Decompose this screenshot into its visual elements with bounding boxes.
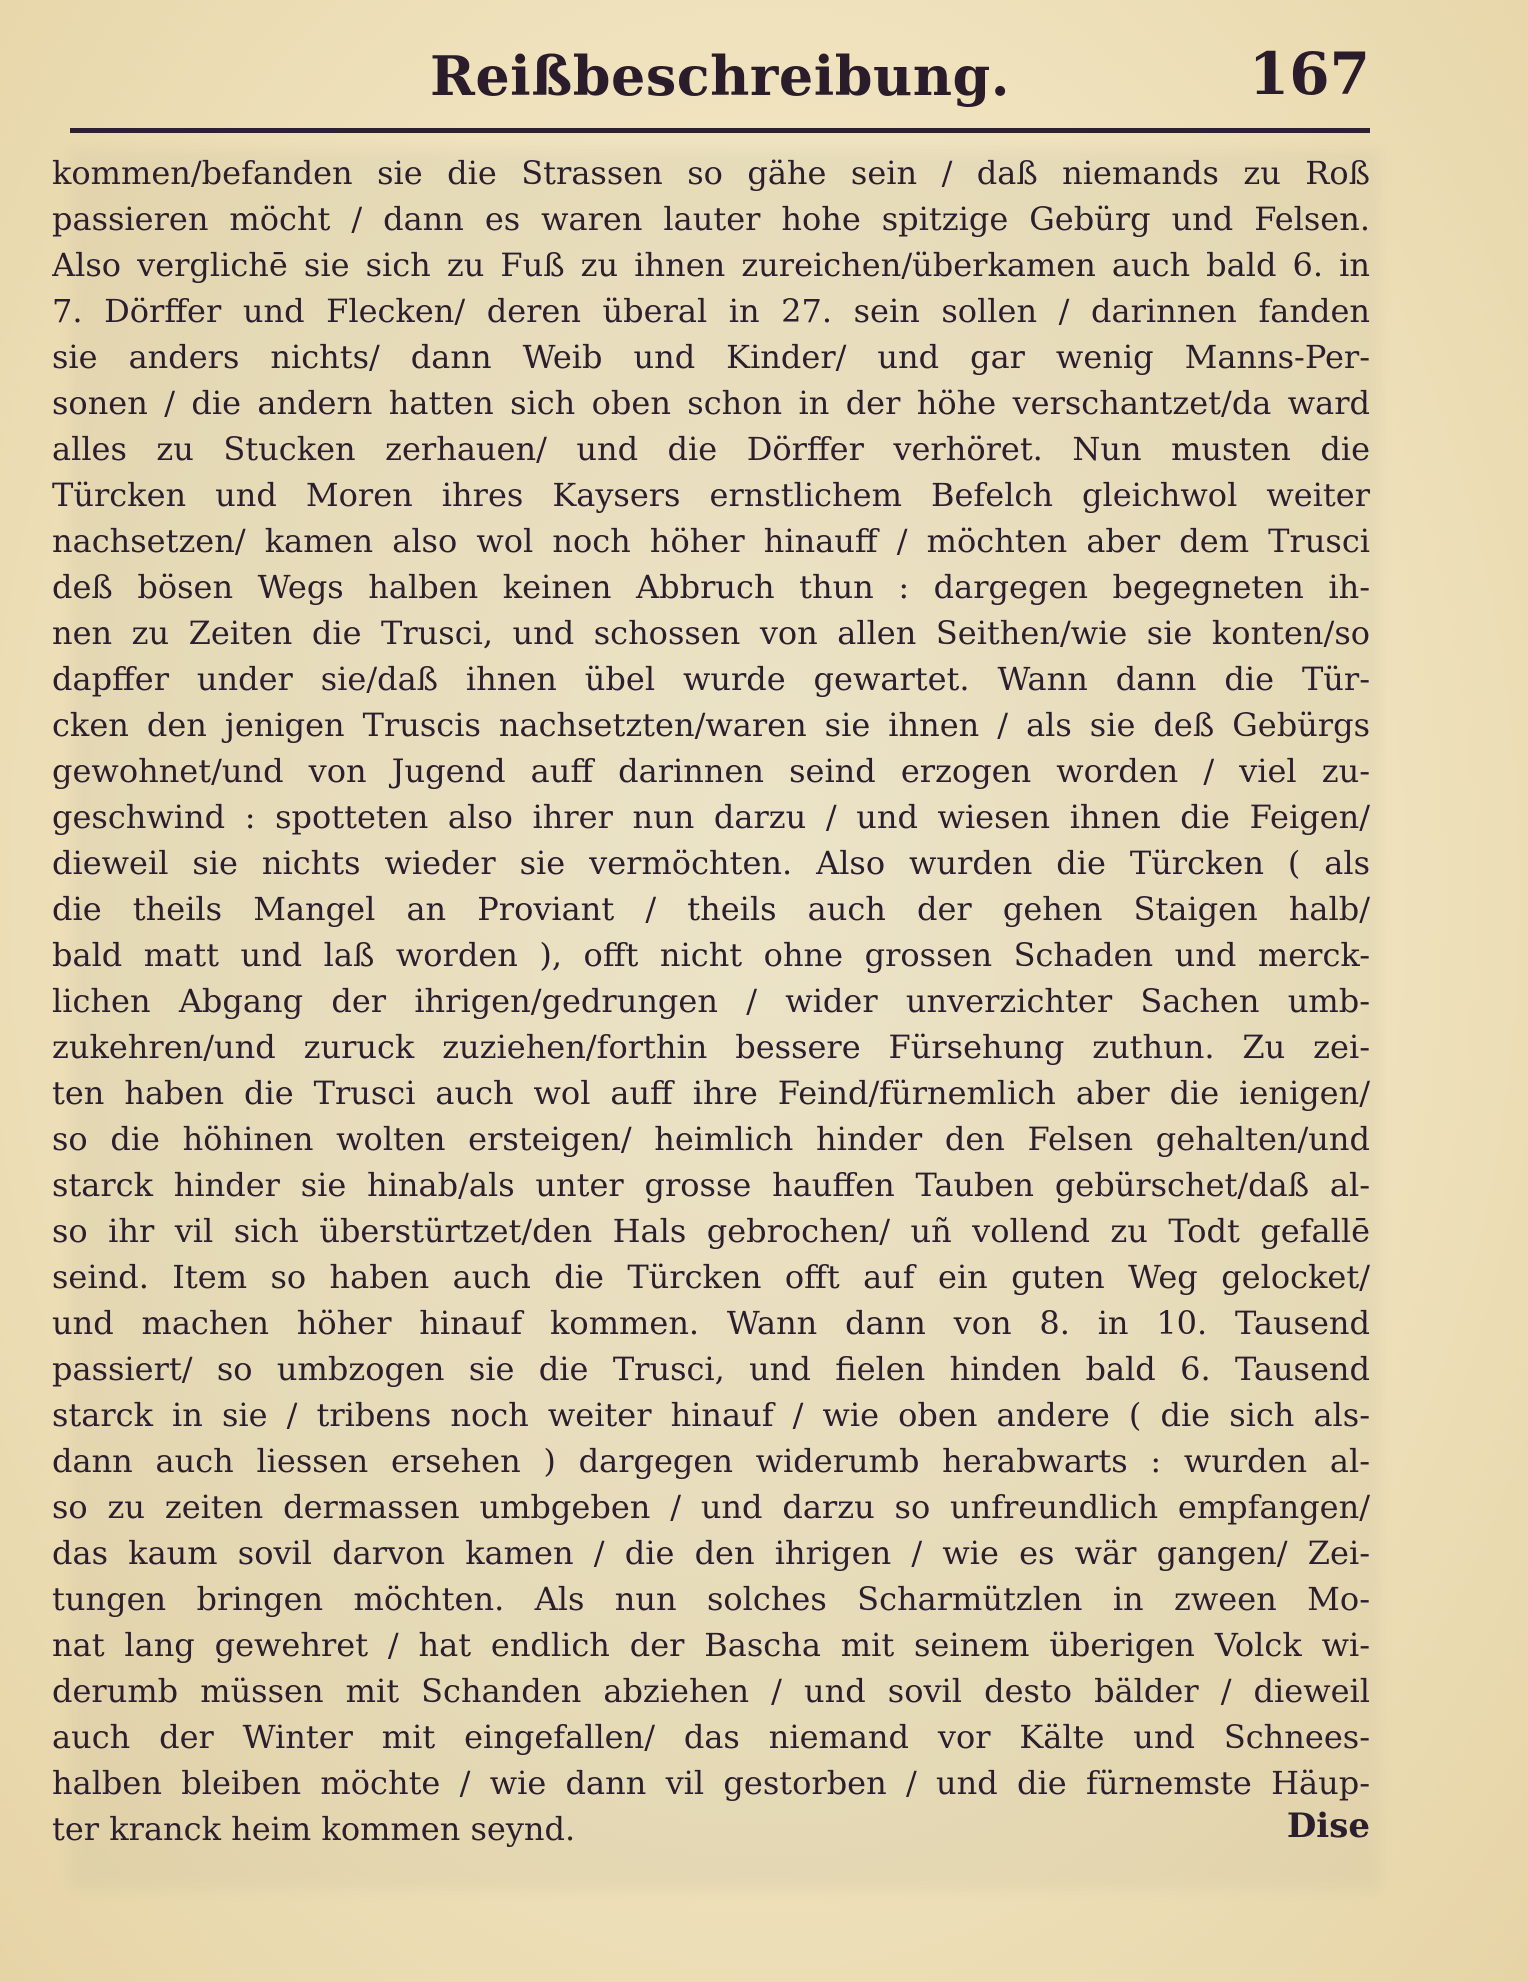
text-line: lichen Abgang der ihrigen/gedrungen / wider unverzichter Sachen umb-: [52, 982, 1370, 1020]
text-line: gewohnet/und von Jugend auff darinnen seind erzogen worden / viel zu-: [52, 752, 1370, 790]
text-line: ter kranck heim kommen seynd.: [52, 1810, 576, 1848]
text-line: die theils Mangel an Proviant / theils auch der gehen Staigen halb/: [52, 890, 1370, 928]
text-line: seind. Item so haben auch die Türcken offt auf ein guten Weg gelocket/: [52, 1258, 1370, 1296]
text-line: und machen höher hinauf kommen. Wann dann von 8. in 10. Tausend: [52, 1304, 1370, 1342]
page-header: [70, 40, 1370, 120]
text-line: nachsetzen/ kamen also wol noch höher hinauff / möchten aber dem Trusci: [52, 522, 1370, 560]
text-line: sie anders nichts/ dann Weib und Kinder/ und gar wenig Manns-Per-: [52, 338, 1370, 376]
text-line: dann auch liessen ersehen ) dargegen widerumb herabwarts : wurden al-: [52, 1442, 1370, 1480]
page-number: 167: [1248, 40, 1370, 108]
text-line: so die höhinen wolten ersteigen/ heimlich hinder den Felsen gehalten/und: [52, 1120, 1370, 1158]
text-line: cken den jenigen Truscis nachsetzten/waren sie ihnen / als sie deß Gebürgs: [52, 706, 1370, 744]
text-line: alles zu Stucken zerhauen/ und die Dörffer verhöret. Nun musten die: [52, 430, 1370, 468]
text-line: tungen bringen möchten. Als nun solches Scharmützlen in zween Mo-: [52, 1580, 1370, 1618]
text-line: 7. Dörffer und Flecken/ deren überal in 27. sein sollen / darinnen fanden: [52, 292, 1370, 330]
header-rule: [70, 128, 1370, 133]
body-text: [52, 150, 1370, 1900]
text-line: derumb müssen mit Schanden abziehen / und sovil desto bälder / dieweil: [52, 1672, 1370, 1710]
catchword: Dise: [1286, 1806, 1370, 1846]
text-line: kommen/befanden sie die Strassen so gähe sein / daß niemands zu Roß: [52, 154, 1370, 192]
text-line: geschwind : spotteten also ihrer nun darzu / und wiesen ihnen die Feigen/: [52, 798, 1370, 836]
text-line: starck hinder sie hinab/als unter grosse hauffen Tauben gebürschet/daß al-: [52, 1166, 1370, 1204]
text-line: Türcken und Moren ihres Kaysers ernstlichem Befelch gleichwol weiter: [52, 476, 1370, 514]
running-head: Reißbeschreibung.: [429, 44, 1011, 108]
text-line: auch der Winter mit eingefallen/ das niemand vor Kälte und Schnees-: [52, 1718, 1370, 1756]
text-line: nen zu Zeiten die Trusci, und schossen von allen Seithen/wie sie konten/so: [52, 614, 1370, 652]
text-line: Also verglichē sie sich zu Fuß zu ihnen zureichen/überkamen auch bald 6. in: [52, 246, 1370, 284]
text-line: sonen / die andern hatten sich oben schon in der höhe verschantzet/da ward: [52, 384, 1370, 422]
text-line: dapffer under sie/daß ihnen übel wurde gewartet. Wann dann die Tür-: [52, 660, 1370, 698]
text-line: halben bleiben möchte / wie dann vil gestorben / und die fürnemste Häup-: [52, 1764, 1370, 1802]
text-line: nat lang gewehret / hat endlich der Bascha mit seinem überigen Volck wi-: [52, 1626, 1370, 1664]
text-line: ten haben die Trusci auch wol auff ihre Feind/fürnemlich aber die ienigen/: [52, 1074, 1370, 1112]
text-line: so ihr vil sich überstürtzet/den Hals gebrochen/ uñ vollend zu Todt gefallē: [52, 1212, 1370, 1250]
text-line: passieren möcht / dann es waren lauter hohe spitzige Gebürg und Felsen.: [52, 200, 1370, 238]
text-line: bald matt und laß worden ), offt nicht ohne grossen Schaden und merck-: [52, 936, 1370, 974]
text-line: so zu zeiten dermassen umbgeben / und darzu so unfreundlich empfangen/: [52, 1488, 1370, 1526]
text-line: das kaum sovil darvon kamen / die den ihrigen / wie es wär gangen/ Zei-: [52, 1534, 1370, 1572]
text-line: zukehren/und zuruck zuziehen/forthin bessere Fürsehung zuthun. Zu zei-: [52, 1028, 1370, 1066]
text-line: dieweil sie nichts wieder sie vermöchten. Also wurden die Türcken ( als: [52, 844, 1370, 882]
text-line: passiert/ so umbzogen sie die Trusci, und fielen hinden bald 6. Tausend: [52, 1350, 1370, 1388]
text-line: deß bösen Wegs halben keinen Abbruch thun : dargegen begegneten ih-: [52, 568, 1370, 606]
text-line: starck in sie / tribens noch weiter hinauf / wie oben andere ( die sich als-: [52, 1396, 1370, 1434]
